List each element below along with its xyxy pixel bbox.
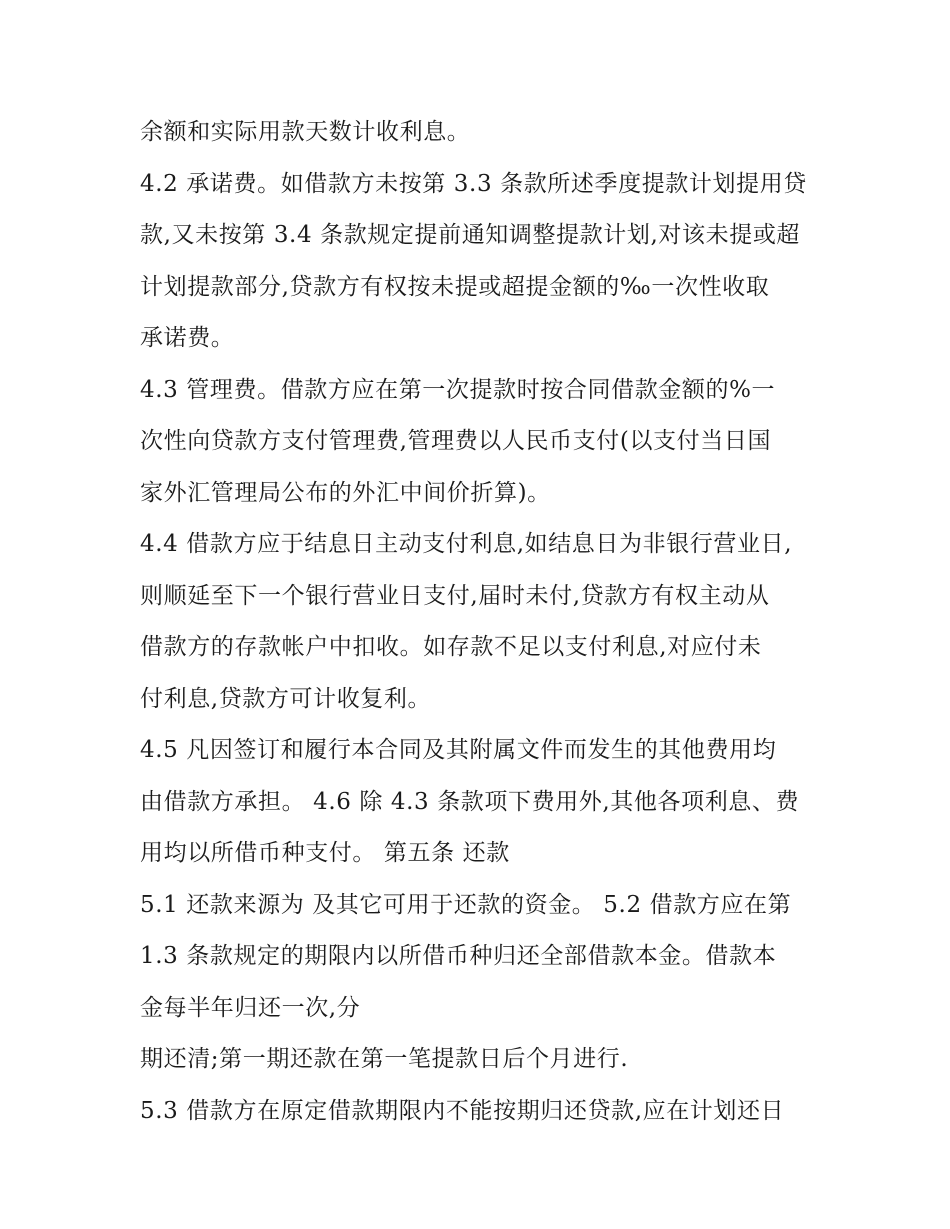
text-line: 家外汇管理局公布的外汇中间价折算)。 [140,479,551,506]
text-line: 4.2 承诺费。如借款方未按第 3.3 条款所述季度提款计划提用贷 [140,170,807,197]
text-line: 期还清;第一期还款在第一笔提款日后个月进行. [140,1046,629,1072]
document-page [140,107,830,1137]
text-line: 次性向贷款方支付管理费,管理费以人民币支付(以支付当日国 [140,428,772,454]
text-line: 5.1 还款来源为 及其它可用于还款的资金。 5.2 借款方应在第 [140,891,792,918]
text-line: 由借款方承担。 4.6 除 4.3 条款项下费用外,其他各项利息、费 [140,788,800,815]
text-line: 4.4 借款方应于结息日主动支付利息,如结息日为非银行营业日, [140,531,793,557]
text-line: 用均以所借币种支付。 第五条 还款 [140,840,510,866]
text-line: 4.3 管理费。借款方应在第一次提款时按合同借款金额的%一 [140,376,776,403]
text-line: 款,又未按第 3.4 条款规定提前通知调整提款计划,对该未提或超 [140,222,801,248]
text-line: 付利息,贷款方可计收复利。 [140,685,432,712]
text-line: 借款方的存款帐户中扣收。如存款不足以支付利息,对应付未 [140,634,762,660]
text-line: 4.5 凡因签订和履行本合同及其附属文件而发生的其他费用均 [140,737,777,763]
text-line: 计划提款部分,贷款方有权按未提或超提金额的‰一次性收取 [140,273,770,300]
text-line: 余额和实际用款天数计收利息。 [140,119,471,145]
text-line: 5.3 借款方在原定借款期限内不能按期归还贷款,应在计划还日 [140,1097,785,1124]
text-line: 承诺费。 [140,325,235,351]
text-line: 1.3 条款规定的期限内以所借币种归还全部借款本金。借款本 [140,943,777,969]
text-line: 金每半年归还一次,分 [140,994,361,1021]
text-line: 则顺延至下一个银行营业日支付,届时未付,贷款方有权主动从 [140,582,770,609]
